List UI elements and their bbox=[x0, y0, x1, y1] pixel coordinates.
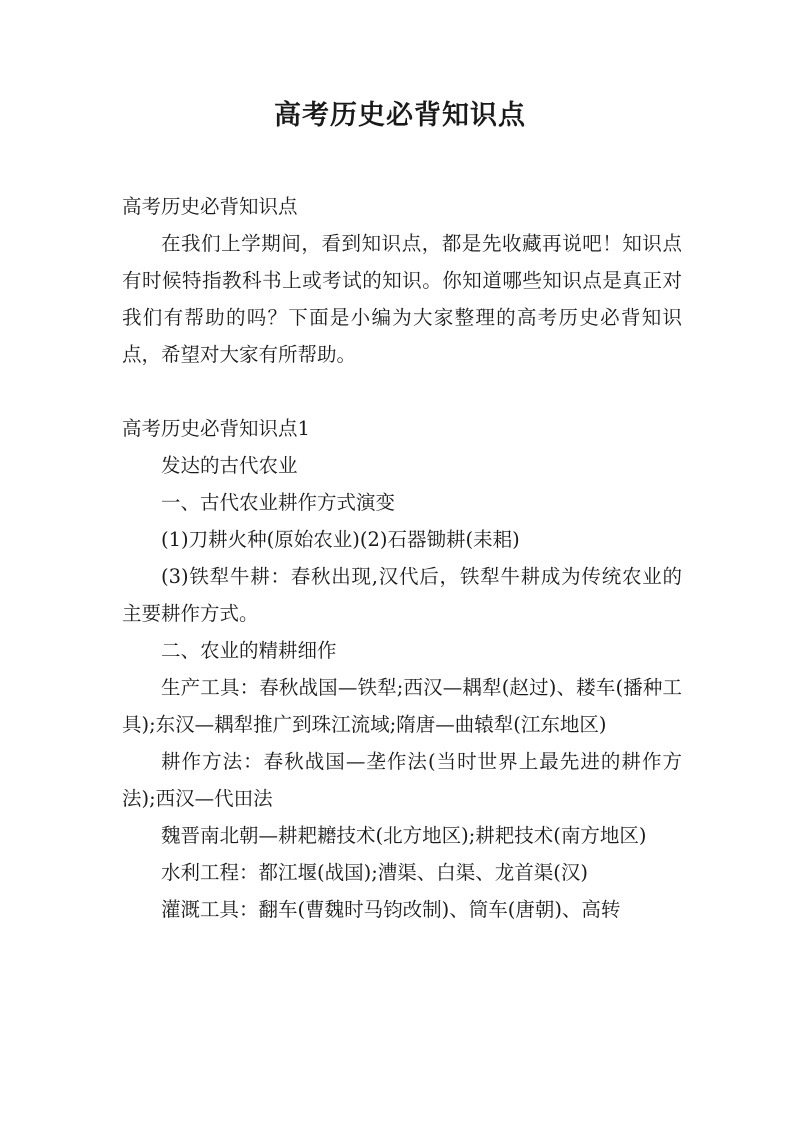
paragraph-spacer bbox=[122, 373, 682, 410]
paragraph: 生产工具：春秋战国—铁犁;西汉—耦犁(赵过)、耧车(播种工具);东汉—耦犁推广到珠江流域;隋唐—曲辕犁(江东地区) bbox=[122, 676, 682, 736]
paragraph: 灌溉工具：翻车(曹魏时马钧改制)、筒车(唐朝)、高转 bbox=[161, 898, 621, 921]
document-body bbox=[122, 188, 682, 928]
paragraph: 高考历史必背知识点 bbox=[122, 195, 298, 218]
paragraph: 高考历史必背知识点1 bbox=[122, 417, 310, 440]
paragraph: (3)铁犁牛耕：春秋出现,汉代后，铁犁牛耕成为传统农业的主要耕作方式。 bbox=[122, 565, 682, 625]
paragraph: 耕作方法：春秋战国—垄作法(当时世界上最先进的耕作方法);西汉—代田法 bbox=[122, 750, 682, 810]
document-title: 高考历史必背知识点 bbox=[274, 100, 526, 131]
paragraph: 一、古代农业耕作方式演变 bbox=[161, 491, 396, 514]
paragraph: 发达的古代农业 bbox=[161, 454, 298, 477]
paragraph: 二、农业的精耕细作 bbox=[161, 639, 337, 662]
paragraph: 魏晋南北朝—耕耙耱技术(北方地区);耕耙技术(南方地区) bbox=[161, 824, 647, 847]
paragraph: (1)刀耕火种(原始农业)(2)石器锄耕(耒耜) bbox=[161, 528, 520, 551]
paragraph: 在我们上学期间，看到知识点，都是先收藏再说吧！知识点有时候特指教科书上或考试的知识。你知道哪些知识点是真正对我们有帮助的吗？下面是小编为大家整理的高考历史必背知识点，希望对大家有所帮助。 bbox=[122, 232, 682, 366]
paragraph: 水利工程：都江堰(战国);漕渠、白渠、龙首渠(汉) bbox=[161, 861, 589, 884]
